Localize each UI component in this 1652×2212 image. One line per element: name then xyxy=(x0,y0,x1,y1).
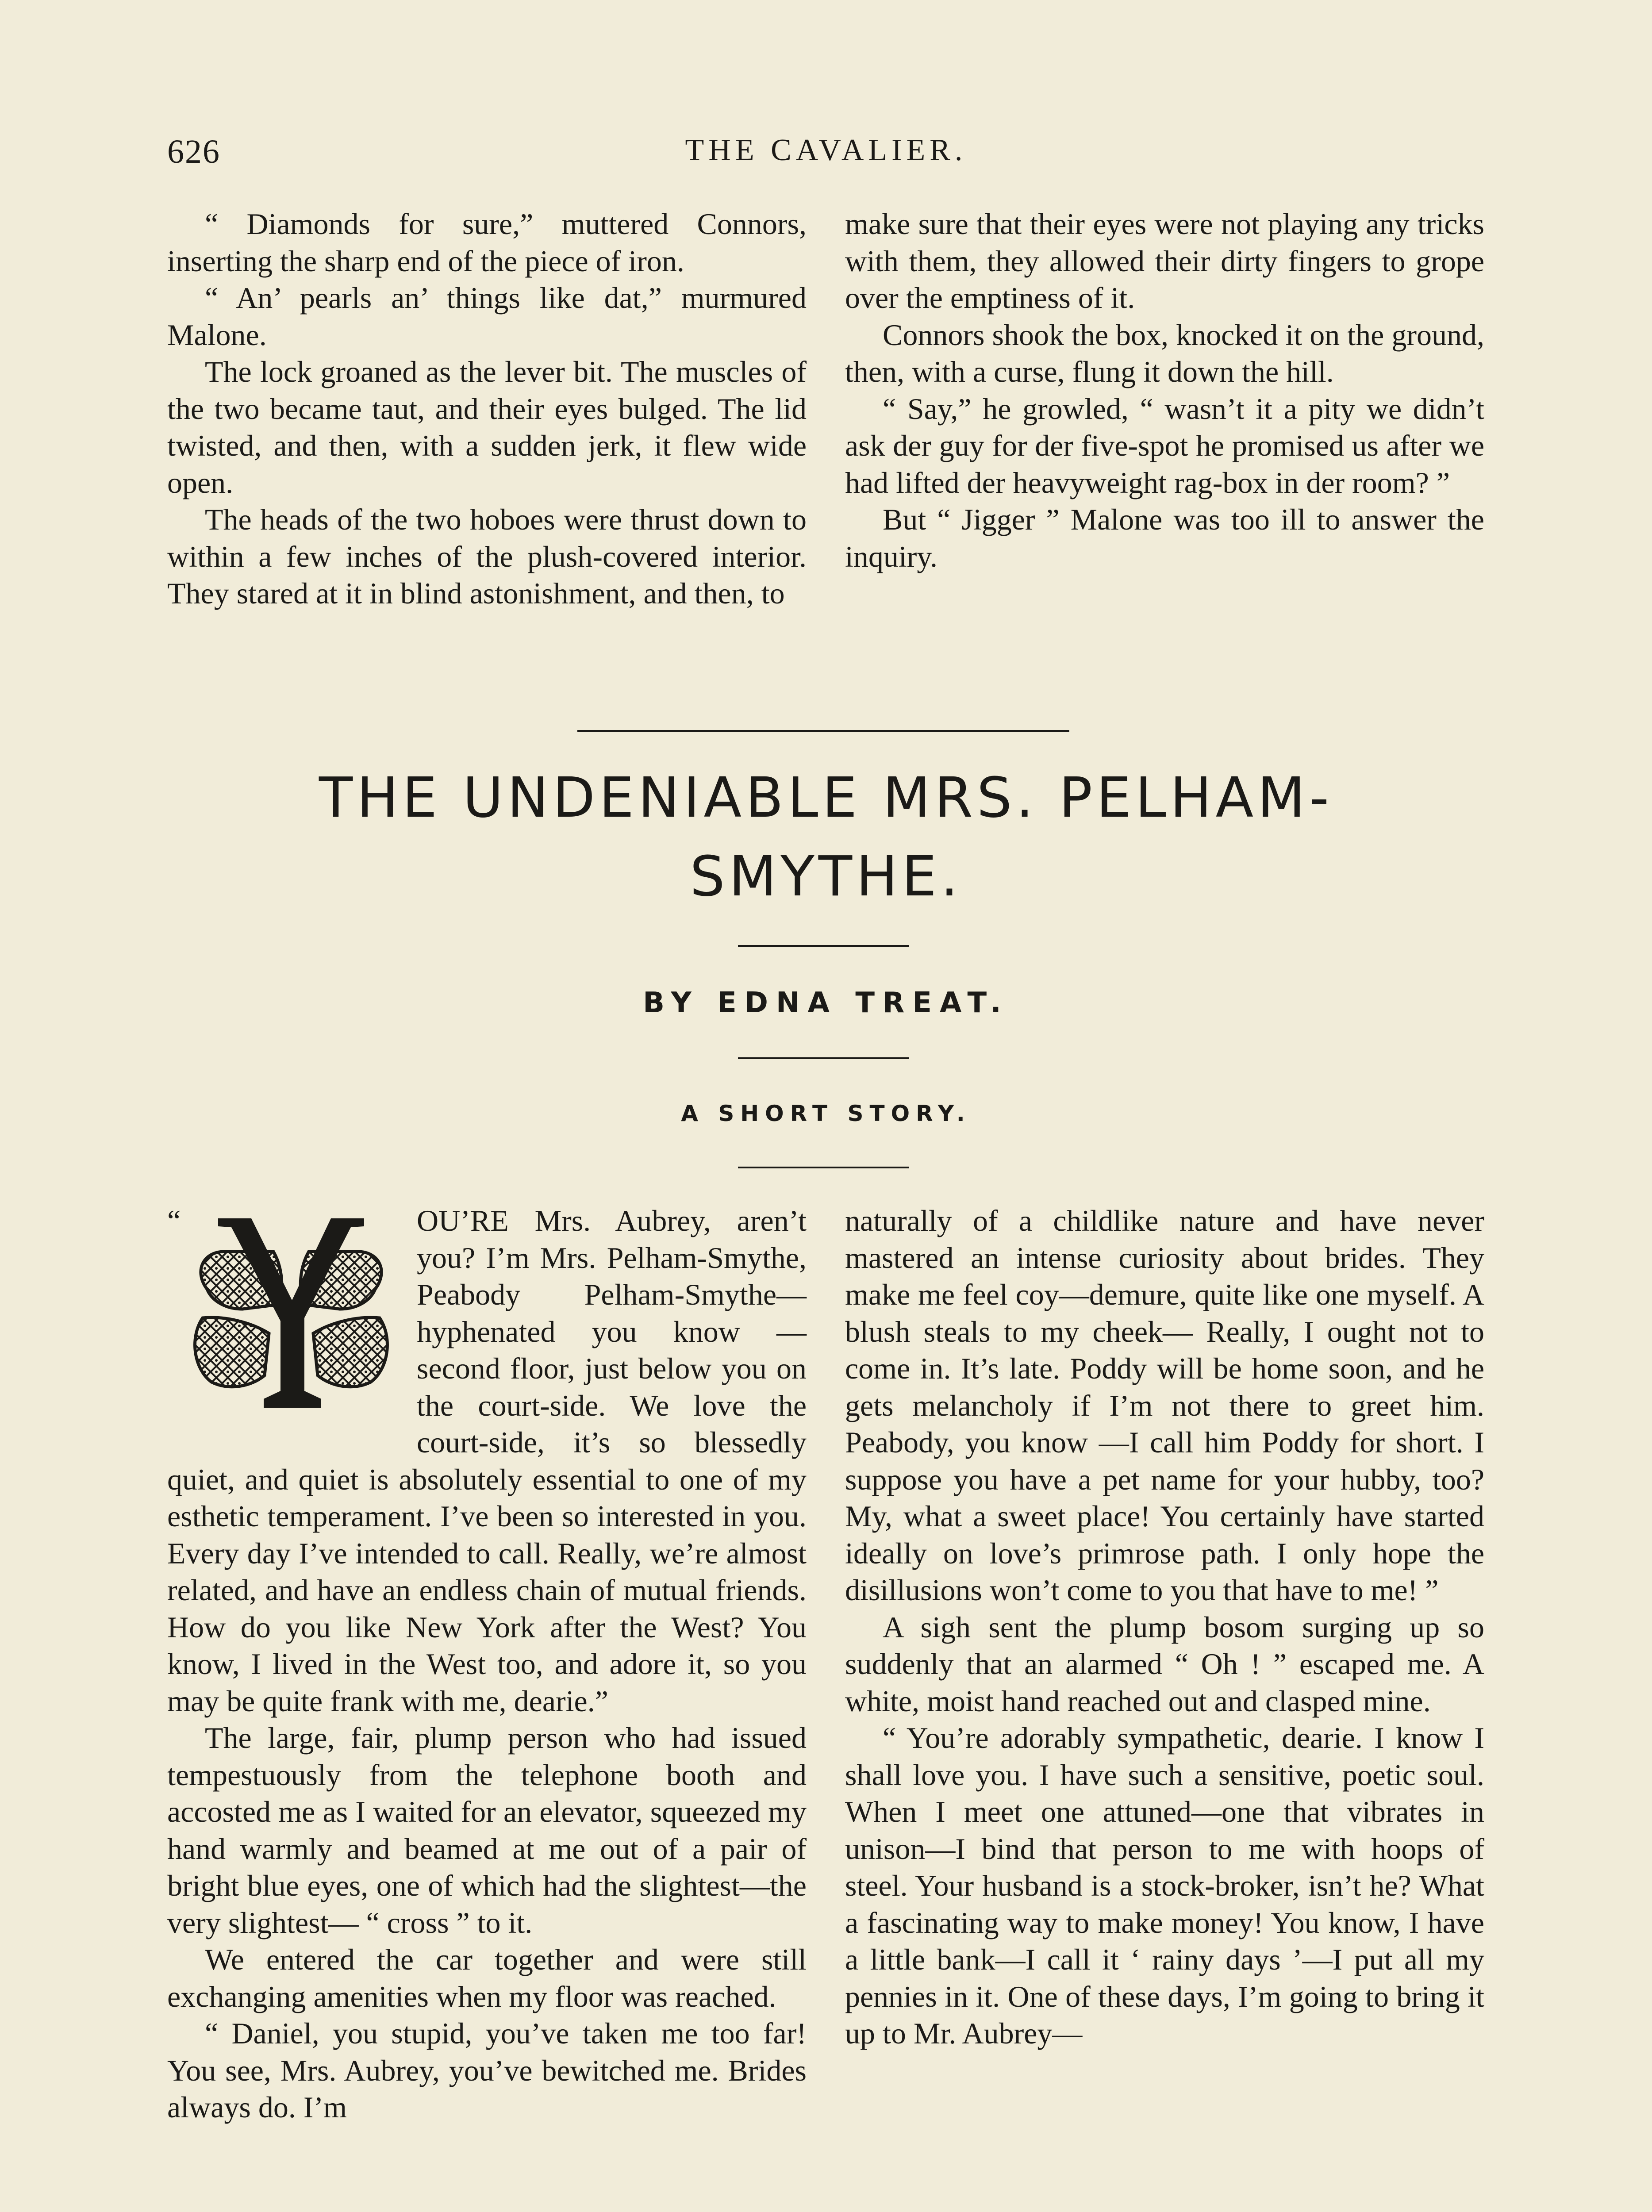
opening-paragraph-text: OU’RE Mrs. Aubrey, aren’t you? I’m Mrs. Pelham-Smythe, Peabody Pelham-Smythe—hyphenated you know — second floor, just below you on the court-side. We love the court-side, it’s so blessedly quiet, and quiet is absolutely essential to one of my esthetic temperament. I’ve been so interested in you. Every day I’ve intended to call. Really, we’re almost related, and have an endless chain of mutual friends. How do you like New York after the West? You know, I lived in the West too, and adore it, so you may be quite frank with me, dearie.” xyxy=(167,1204,807,1718)
page-number: 626 xyxy=(167,133,220,170)
story-right-column xyxy=(845,1202,1484,2052)
drop-cap-block xyxy=(167,1202,406,1428)
ornate-drop-cap-y-icon xyxy=(176,1205,406,1426)
magazine-title: THE CAVALIER. xyxy=(685,133,967,167)
paragraph: “ Say,” he growled, “ wasn’t it a pity we didn’t ask der guy for der five-spot he promised us after we had lifted der heavyweight rag-box in der room? ” xyxy=(845,392,1484,499)
paragraph: But “ Jigger ” Malone was too ill to answer the inquiry. xyxy=(845,503,1484,573)
paragraph: “ Daniel, you stupid, you’ve taken me too far! You see, Mrs. Aubrey, you’ve bewitched me. Brides always do. I’m xyxy=(167,2016,807,2124)
paragraph: The heads of the two hoboes were thrust down to within a few inches of the plush-covered interior. They stared at it in blind astonishment, and then, to xyxy=(167,503,807,610)
section-divider xyxy=(577,730,1069,732)
byline: BY EDNA TREAT. xyxy=(643,987,1009,1019)
paragraph: The lock groaned as the lever bit. The muscles of the two became taut, and their eyes bulged. The lid twisted, and then, with a sudden jerk, it flew wide open. xyxy=(167,355,807,499)
opening-paragraph xyxy=(167,1202,807,1720)
story-left-column xyxy=(167,1202,807,2126)
story-subtitle: A SHORT STORY. xyxy=(681,1101,971,1126)
paragraph: The large, fair, plump person who had issued tempestuously from the telephone booth and accosted me as I waited for an elevator, squeezed my hand warmly and beamed at me out of a pair of bright blue eyes, one of which had the slightest—the very slightest— “ cross ” to it. xyxy=(167,1721,807,1939)
running-head xyxy=(167,133,1485,186)
story-title xyxy=(133,759,1519,916)
drop-quote-mark: “ xyxy=(167,1204,181,1237)
previous-story-left-column xyxy=(167,206,807,612)
paragraph: make sure that their eyes were not playing any tricks with them, they allowed their dirty fingers to grope over the emptiness of it. xyxy=(845,207,1484,315)
story-title-line-1: THE UNDENIABLE MRS. PELHAM- xyxy=(319,766,1333,830)
subtitle-underline xyxy=(738,1167,909,1168)
paragraph: “ An’ pearls an’ things like dat,” murmured Malone. xyxy=(167,281,807,352)
paragraph: “ Diamonds for sure,” muttered Connors, inserting the sharp end of the piece of iron. xyxy=(167,207,807,278)
paragraph: Connors shook the box, knocked it on the ground, then, with a curse, flung it down the hill. xyxy=(845,318,1484,388)
paragraph: We entered the car together and were still exchanging amenities when my floor was reached. xyxy=(167,1943,807,2013)
previous-story-right-column xyxy=(845,206,1484,575)
story-title-line-2: SMYTHE. xyxy=(690,845,962,909)
byline-underline xyxy=(738,1057,909,1059)
paragraph: “ You’re adorably sympathetic, dearie. I know I shall love you. I have such a sensitive, poetic soul. When I meet one attuned—one that vibrates in unison—I bind that person to me with hoops of steel. Your husband is a stock-broker, isn’t he? What a fascinating way to make money! You know, I have a little bank—I call it ‘ rainy days ’—I put all my pennies in it. One of these days, I’m going to bring it up to Mr. Aubrey— xyxy=(845,1721,1484,2050)
paragraph: A sigh sent the plump bosom surging up so suddenly that an alarmed “ Oh ! ” escaped me. A white, moist hand reached out and clasped mine. xyxy=(845,1610,1484,1718)
title-underline xyxy=(738,945,909,947)
paragraph: naturally of a childlike nature and have never mastered an intense curiosity about brides. They make me feel coy—demure, quite like one myself. A blush steals to my cheek— Really, I ought not to come in. It’s late. Poddy will be home soon, and he gets melancholy if I’m not there to greet him. Peabody, you know —I call him Poddy for short. I suppose you have a pet name for your hubby, too? My, what a sweet place! You certainly have started ideally on love’s primrose path. I only hope the disillusions won’t come to you that have to me! ” xyxy=(845,1204,1484,1607)
